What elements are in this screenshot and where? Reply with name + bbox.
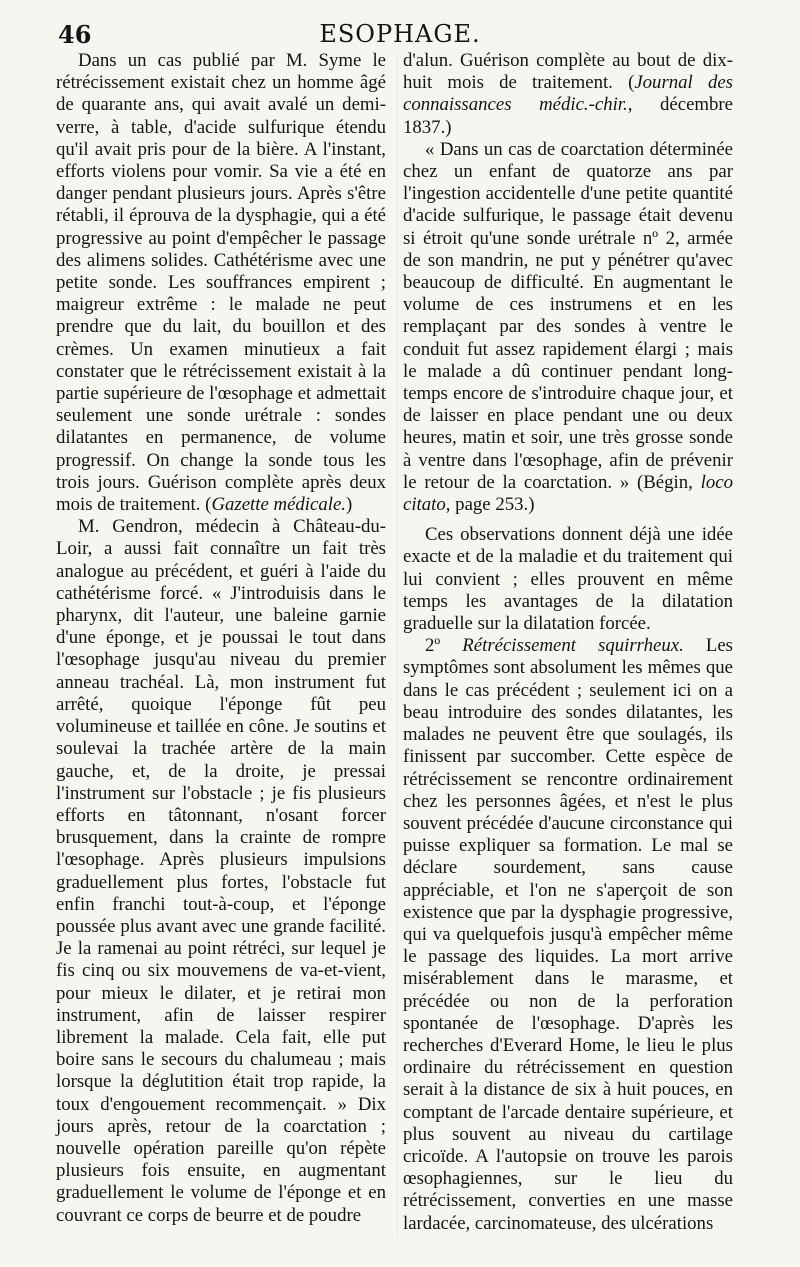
right-column [403,50,733,1235]
citation: Journal des connaissances médic.-chir. [403,72,733,116]
section-title: Rétrécissement squirrheux. [462,635,684,657]
column-gutter [397,56,398,1236]
paragraph-continuation: d'alun. Guérison complète au bout de dix-huit mois de traitement. (Journal des connaissances médic.-chir., décembre 1837.) [403,50,733,138]
paragraph-observations: Ces observations donnent déjà une idée exacte et de la maladie et du traitement qui lui convient ; elles prouvent en même temps les avantages de la dilatation graduelle sur la dilatation forcée. [403,524,733,635]
left-column [56,50,386,1227]
paragraph-begin-case: « Dans un cas de coarctation déterminée chez un enfant de quatorze ans par l'ingestion accidentelle d'une petite quantité d'acide sulfurique, le passage était devenu si étroit qu'une sonde urétrale nº 2, armée de son mandrin, ne put y pénétrer qu'avec beaucoup de difficulté. En augmentant le volume de ces instrumens et en les remplaçant par des sondes à ventre le conduit fut assez rapidement élargi ; mais le malade a dû continuer pendant long-temps encore de s'introduire chaque jour, et de laisser en place pendant une ou deux heures, matin et soir, une très grosse sonde à ventre dans l'œsophage, afin de prévenir le retour de la coarctation. » (Bégin, loco citato, page 253.) [403,138,733,516]
paragraph-gendron-case: M. Gendron, médecin à Château-du-Loir, a aussi fait connaître un fait très analogue au précédent, et guéri à l'aide du cathétérisme forcé. « J'introduisis dans le pharynx, dit l'auteur, une baleine garnie d'une éponge, et je poussai le tout dans l'œsophage jusqu'au niveau du premier anneau trachéal. Là, mon instrument fut arrêté, quoique l'éponge fût peu volumineuse et taillée en cône. Je soutins et soulevai la trachée artère de la main gauche, et, de la droite, je pressai l'instrument sur l'obstacle ; je fis plusieurs efforts en tâtonnant, n'osant forcer brusquement, dans la crainte de rompre l'œsophage. Après plusieurs impulsions graduellement plus fortes, l'obstacle fut enfin franchi tout-à-coup, et l'éponge poussée plus avant avec une grande facilité. Je la ramenai au point rétréci, sur lequel je fis cinq ou six mouvemens de va-et-vient, pour mieux le dilater, et je retirai mon instrument, afin de laisser respirer librement la malade. Cela fait, elle put boire sans le secours du chalumeau ; mais lorsque la déglutition était trop rapide, la toux d'engouement recommençait. » Dix jours après, retour de la coarctation ; nouvelle opération pareille qu'on répète plusieurs fois ensuite, en augmentant graduellement le volume de l'éponge et en couvrant ce corps de beurre et de poudre [56,516,386,1226]
citation: loco citato [403,471,733,516]
paragraph-syme-case: Dans un cas publié par M. Syme le rétrécissement existait chez un homme âgé de quarante ans, qui avait avalé un demi-verre, à table, d'acide sulfurique étendu qu'il avait pris pour de la bière. A l'instant, efforts violens pour vomir. Sa vie a été en danger pendant plusieurs jours. Après s'être rétabli, il éprouva de la dysphagie, qui a été progressive au point d'empêcher le passage des alimens solides. Cathétérisme avec une petite sonde. Les souffrances empirent ; maigreur extrême : le malade ne peut prendre que du lait, du bouillon et des crèmes. Un examen minutieux a fait constater que le rétrécissement existait à la partie supérieure de l'œsophage et admettait seulement une sonde urétrale : sondes dilatantes en permanence, de volume progressif. On change la sonde tous les trois jours. Guérison complète après deux mois de traitement. (Gazette médicale.) [56,50,386,516]
page-number: 46 [58,20,92,49]
running-title: ESOPHAGE. [319,20,481,48]
citation: Gazette médicale. [211,494,346,516]
paragraph-squirrheux: 2º Rétrécissement squirrheux. Les symptômes sont absolument les mêmes que dans le cas précédent ; seulement ici on a beau introduire des sondes dilatantes, les malades ne peuvent être que soulagés, ils finissent par succomber. Cette espèce de rétrécissement se rencontre ordinairement chez les personnes âgées, et n'est le plus souvent précédée d'aucune circonstance qui puisse expliquer sa formation. Le mal se déclare sourdement, sans cause appréciable, et l'on ne s'aperçoit de son existence que par la dysphagie progressive, qui va quelquefois jusqu'à empêcher même le passage des liquides. La mort arrive misérablement dans le marasme, et précédée ou non de la perforation spontanée de l'œsophage. D'après les recherches d'Everard Home, le lieu le plus ordinaire du rétrécissement en question serait à la distance de six à huit pouces, en comptant de l'arcade dentaire supérieure, et plus souvent au niveau du cartilage cricoïde. A l'autopsie on trouve les parois œsophagiennes, sur le lieu du rétrécissement, converties en une masse lardacée, carcinomateuse, des ulcérations [403,635,733,1234]
page-header [52,18,748,48]
